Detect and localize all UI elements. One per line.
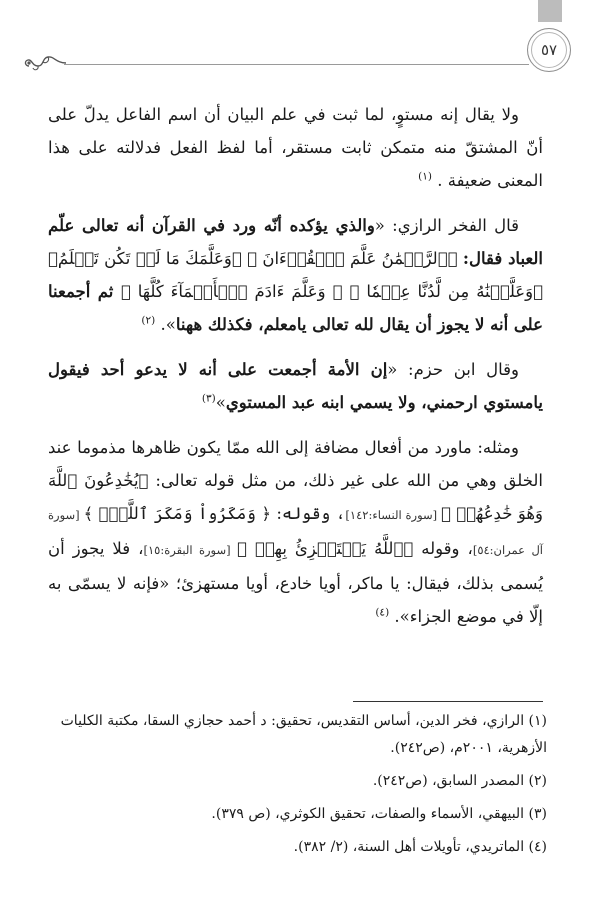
surah-ref-imran: [سورة آل عمران:٥٤] xyxy=(48,508,543,557)
main-text xyxy=(48,98,543,645)
footnote-ref-2: (٢) xyxy=(141,314,156,327)
paragraph-4-part1: ومثله: ماورد من أفعال مضافة إلى الله ممّا يكون ظاهرها مذموما عند الخلق وهي من الله على غير ذلك، من مثل قوله تعالى: xyxy=(48,438,543,490)
paragraph-3-tail: » xyxy=(215,393,226,412)
footnote-ref-4: (٤) xyxy=(375,606,390,619)
footnote-3: (٣) البيهقي، الأسماء والصفات، تحقيق الكوثري، (ص ٣٧٩). xyxy=(211,806,547,822)
header-tab-marker xyxy=(538,0,562,22)
paragraph-4 xyxy=(48,431,543,633)
footnote-divider xyxy=(353,701,543,702)
flourish-ornament-icon xyxy=(20,52,68,74)
paragraph-3 xyxy=(48,353,543,419)
paragraph-2-tail: ». xyxy=(160,315,176,334)
paragraph-2-bold-a: والذي يؤكده أنّه ورد في القرآن أنه تعالى علّم العباد فقال: xyxy=(48,216,543,268)
surah-ref-baqara: [سورة البقرة:١٥] xyxy=(143,543,238,557)
footnotes xyxy=(48,708,547,867)
paragraph-3-lead: وقال ابن حزم: « xyxy=(387,360,519,379)
page-header xyxy=(0,0,599,30)
footnote-1: (١) الرازي، فخر الدين، أساس التقديس، تحقيق: د أحمد حجازي السقا، مكتبة الكليات الأزهرية، ٢٠٠١م، (ص٢٤٢). xyxy=(60,713,547,756)
footnote-ref-3: (٣) xyxy=(201,392,216,405)
paragraph-2-bold-b: ثم أجمعنا على أنه لا يجوز أن يقال لله تعالى يامعلم، فكذلك ههنا xyxy=(48,282,543,334)
page-number: ٥٧ xyxy=(540,41,558,59)
footnote-ref-1: (١) xyxy=(418,170,433,183)
paragraph-4-part4: ، فلا يجوز أن يُسمى بذلك، فيقال: يا ماكر، أويا خادع، أويا مستهزئ؛ «فإنه لا يسمّى به إلّا في موضع الجزاء». xyxy=(48,539,543,626)
paragraph-1 xyxy=(48,98,543,197)
surah-ref-nisa: [سورة النساء:١٤٢] xyxy=(345,508,441,522)
header-rule xyxy=(64,64,529,65)
quran-verses-block: ﴿ٱلرَّحۡمَٰنُ عَلَّمَ ٱلۡقُرۡءَانَ ﴾ ﴿وَعَلَّمَكَ مَا لَمۡ تَكُن تَعۡلَمُ﴾ ﴿وَعَلَّمۡنَٰهُ مِن لَّدُنَّا عِلۡمٗا ﴾ ﴿ وَعَلَّمَ ءَادَمَ ٱلۡأَسۡمَآءَ كُلَّهَا ﴾ xyxy=(48,249,543,301)
paragraph-2-lead: قال الفخر الرازي: « xyxy=(374,216,519,235)
quran-verse-imran: ﴿ وَمَكَرُواْ وَمَكَرَ ٱللَّهُۖ ﴾ xyxy=(83,504,272,523)
paragraph-1-text: ولا يقال إنه مستوٍ، لما ثبت في علم البيان أن اسم الفاعل يدلّ على أنّ المشتقّ منه متمكن ثابت مستقر، أما لفظ الفعل فدلالته على هذا المعنى ضعيفة . xyxy=(48,105,543,190)
quran-verse-baqara: ﴿ٱللَّهُ يَسۡتَهۡزِئُ بِهِمۡ ﴾ xyxy=(237,539,414,558)
paragraph-4-part3: ، وقوله xyxy=(413,539,473,558)
footnote-4: (٤) الماتريدي، تأويلات أهل السنة، (٢/ ٣٨٢). xyxy=(293,839,547,855)
paragraph-3-bold: إن الأمة أجمعت على أنه لا يدعو أحد فيقول يامستوي ارحمني، ولا يسمي ابنه عبد المستوي xyxy=(48,360,543,412)
paragraph-2 xyxy=(48,209,543,341)
paragraph-4-part2: ، وقوله: xyxy=(271,504,346,523)
footnote-2: (٢) المصدر السابق، (ص٢٤٢). xyxy=(372,773,547,789)
quran-verse-nisa: ﴿يُخَٰدِعُونَ ٱللَّهَ وَهُوَ خَٰدِعُهُمۡ ﴾ xyxy=(48,471,544,523)
page-number-badge xyxy=(527,28,571,72)
